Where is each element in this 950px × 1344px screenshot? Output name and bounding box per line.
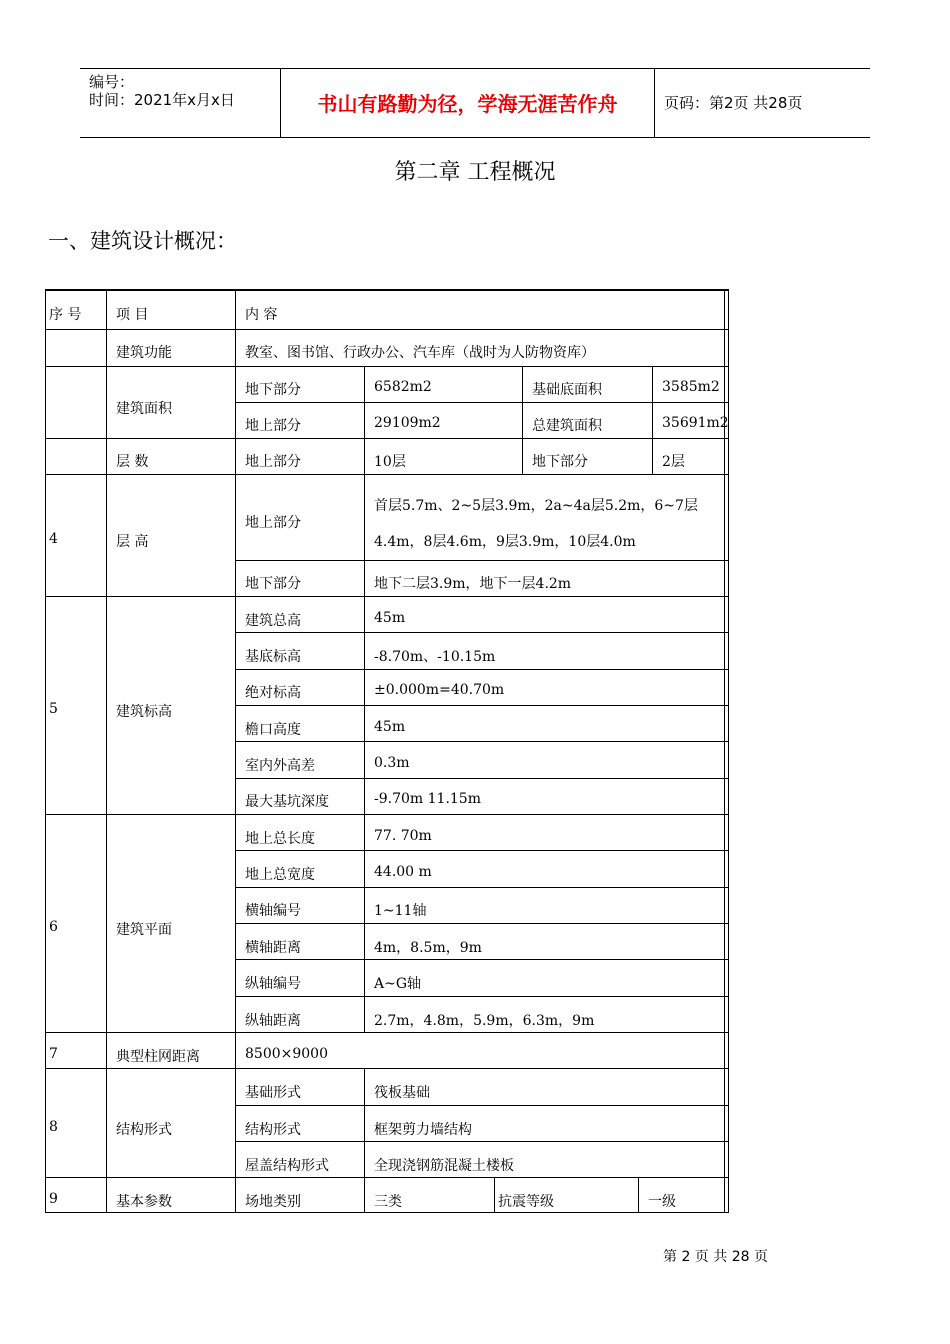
time-label: 时间：2021年x月x日	[89, 91, 235, 109]
header-motto-cell	[281, 69, 655, 137]
page-header	[80, 68, 870, 138]
header-page-cell	[655, 69, 870, 137]
section-title: 一、建筑设计概况：	[48, 229, 237, 253]
page-footer: 第 2 页 共 28 页	[663, 1249, 768, 1265]
header-meta-cell	[80, 69, 281, 137]
motto: 书山有路勤为径，学海无涯苦作舟	[317, 92, 618, 116]
page-label: 页码：第2页 共28页	[664, 94, 803, 112]
code-label: 编号：	[89, 73, 135, 91]
building-overview-table: 序 号 项 目 内 容 建筑功能 教室、图书馆、行政办公、汽车库（战时为人防物资库） 建筑面积 地下部分 6582m2 基础底面积 3585m2 地上部分 29109m2 总建筑面积 35691m2 层 数 地上部分 10层 地下部分 2层 4 层 高 地上部分 首层5.7m、2~5层3.9m，2a~4a层5.2m，6~7层 4.4m，8层4.6m，9层3.9m，10层4.0m 地下部分 地下二层3.9m，地下一层4.2m 5 建筑标高 建筑总高 45m 基底标高 -8.70m、-10.15m 绝对标高 ±0.000m=40.70m 檐口高度 45m 室内外高差 0.3m 最大基坑深度 -9.70m 11.15m 6 建筑平面 地上总长度 77. 70m 地上总宽度 44.00 m 横轴编号 1~11轴 横轴距离 4m，8.5m，9m 纵轴编号 A~G轴 纵轴距离 2.7m，4.8m，5.9m，6.3m，9m 7 典型柱网距离 8500×9000 8 结构形式 基础形式 筏板基础 结构形式 框架剪力墙结构 屋盖结构形式 全现浇钢筋混凝土楼板 9 基本参数 场地类别 三类 抗震等级 一级	[45, 289, 729, 1213]
chapter-title: 第二章 工程概况	[394, 160, 556, 185]
